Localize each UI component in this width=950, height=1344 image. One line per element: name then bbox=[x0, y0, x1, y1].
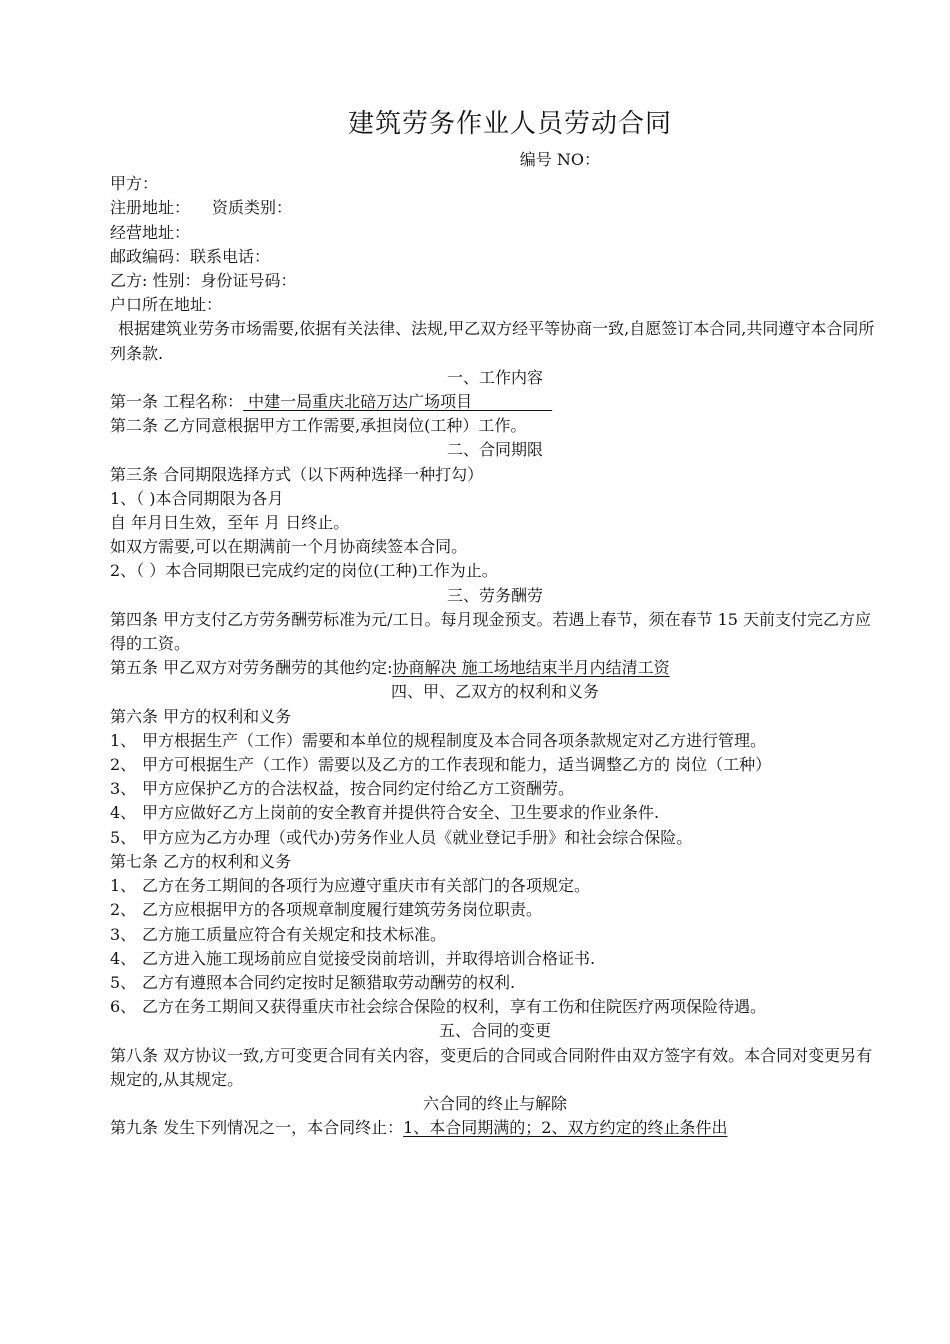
preamble-paragraph: 根据建筑业劳务市场需要,依据有关法律、法规,甲乙双方经平等协商一致,自愿签订本合同,共同遵守本合同所列条款. bbox=[110, 319, 875, 363]
article-6-items bbox=[110, 729, 880, 850]
section-heading-6: 六合同的终止与解除 bbox=[422, 1093, 567, 1113]
article-9-label: 第九条 发生下列情况之一，本合同终止： bbox=[110, 1118, 404, 1138]
document-number: 编号 NO： bbox=[519, 150, 600, 169]
registered-address-label: 注册地址： bbox=[110, 198, 191, 218]
section-heading-4: 四、甲、乙双方的权利和义务 bbox=[390, 682, 599, 702]
qualification-label: 资质类别： bbox=[212, 198, 293, 218]
article-3-option-2: 2、（ ）本合同期限已完成约定的岗位(工种)工作为止。 bbox=[110, 561, 498, 581]
article-5-value: 协商解决 施工场地结束半月内结清工资 bbox=[392, 658, 670, 678]
article-2: 第二条 乙方同意根据甲方工作需要,承担岗位(工种）工作。 bbox=[110, 416, 527, 436]
list-item: 4、 甲方应做好乙方上岗前的安全教育并提供符合安全、卫生要求的作业条件. bbox=[110, 803, 660, 823]
project-name: 中建一局重庆北碚万达广场项目 bbox=[243, 392, 553, 412]
article-9-value: 1、本合同期满的；2、双方约定的终止条件出 bbox=[403, 1118, 728, 1138]
article-5 bbox=[110, 656, 880, 680]
list-item: 3、 乙方施工质量应符合有关规定和技术标准。 bbox=[110, 924, 447, 944]
article-3-option-1-dates: 自 年月日生效，至年 月 日终止。 bbox=[110, 513, 350, 533]
list-item: 1、 乙方在务工期间的各项行为应遵守重庆市有关部门的各项规定。 bbox=[110, 876, 591, 896]
list-item: 6、 乙方在务工期间又获得重庆市社会综合保险的权利，享有工伤和住院医疗两项保险待遇。 bbox=[110, 997, 767, 1017]
article-6: 第六条 甲方的权利和义务 bbox=[110, 706, 292, 726]
list-item: 5、 乙方有遵照本合同约定按时足额猎取劳动酬劳的权利. bbox=[110, 972, 516, 992]
list-item: 5、 甲方应为乙方办理（或代办)劳务作业人员《就业登记手册》和社会综合保险。 bbox=[110, 827, 693, 847]
section-heading-1: 一、工作内容 bbox=[446, 367, 543, 387]
article-3-option-1-renewal: 如双方需要,可以在期满前一个月协商续签本合同。 bbox=[110, 537, 468, 557]
article-9 bbox=[110, 1116, 880, 1140]
article-8: 第八条 双方协议一致,方可变更合同有关内容，变更后的合同或合同附件由双方签字有效。本合同对变更另有规定的,从其规定。 bbox=[110, 1045, 873, 1089]
document-title: 建筑劳务作业人员劳动合同 bbox=[347, 109, 672, 139]
article-1-label: 第一条 工程名称： bbox=[110, 392, 244, 412]
article-7-items bbox=[110, 874, 880, 1019]
list-item: 2、 甲方可根据生产（工作）需要以及乙方的工作表现和能力，适当调整乙方的 岗位（工种） bbox=[110, 755, 772, 775]
list-item: 4、 乙方进入施工现场前应自觉接受岗前培训，并取得培训合格证书. bbox=[110, 948, 596, 968]
contract-page bbox=[110, 104, 880, 1140]
article-5-label: 第五条 甲乙双方对劳务酬劳的其他约定: bbox=[110, 658, 393, 678]
postal-phone-line: 邮政编码：联系电话： bbox=[110, 246, 271, 266]
list-item: 2、 乙方应根据甲方的各项规章制度履行建筑劳务岗位职责。 bbox=[110, 900, 543, 920]
article-4: 第四条 甲方支付乙方劳务酬劳标准为元/工日。每月现金预支。若遇上春节，须在春节 15 天前支付完乙方应得的工资。 bbox=[110, 609, 872, 654]
article-3: 第三条 合同期限选择方式（以下两种选择一种打勾） bbox=[110, 464, 484, 484]
article-7: 第七条 乙方的权利和义务 bbox=[110, 851, 292, 871]
section-heading-2: 二、合同期限 bbox=[446, 440, 543, 460]
section-heading-3: 三、劳务酬劳 bbox=[446, 585, 543, 605]
party-b-line: 乙方: 性别：身份证号码： bbox=[110, 271, 297, 291]
article-1 bbox=[110, 390, 880, 414]
list-item: 3、 甲方应保护乙方的合法权益，按合同约定付给乙方工资酬劳。 bbox=[110, 779, 575, 799]
registered-address-line bbox=[110, 196, 880, 220]
party-a-line: 甲方： bbox=[110, 174, 159, 194]
article-3-option-1: 1、（ )本合同期限为各月 bbox=[110, 488, 284, 508]
business-address-line: 经营地址： bbox=[110, 222, 191, 242]
section-heading-5: 五、合同的变更 bbox=[438, 1021, 551, 1041]
hukou-address-line: 户口所在地址： bbox=[110, 295, 223, 315]
list-item: 1、 甲方根据生产（工作）需要和本单位的规程制度及本合同各项条款规定对乙方进行管理。 bbox=[110, 730, 767, 750]
